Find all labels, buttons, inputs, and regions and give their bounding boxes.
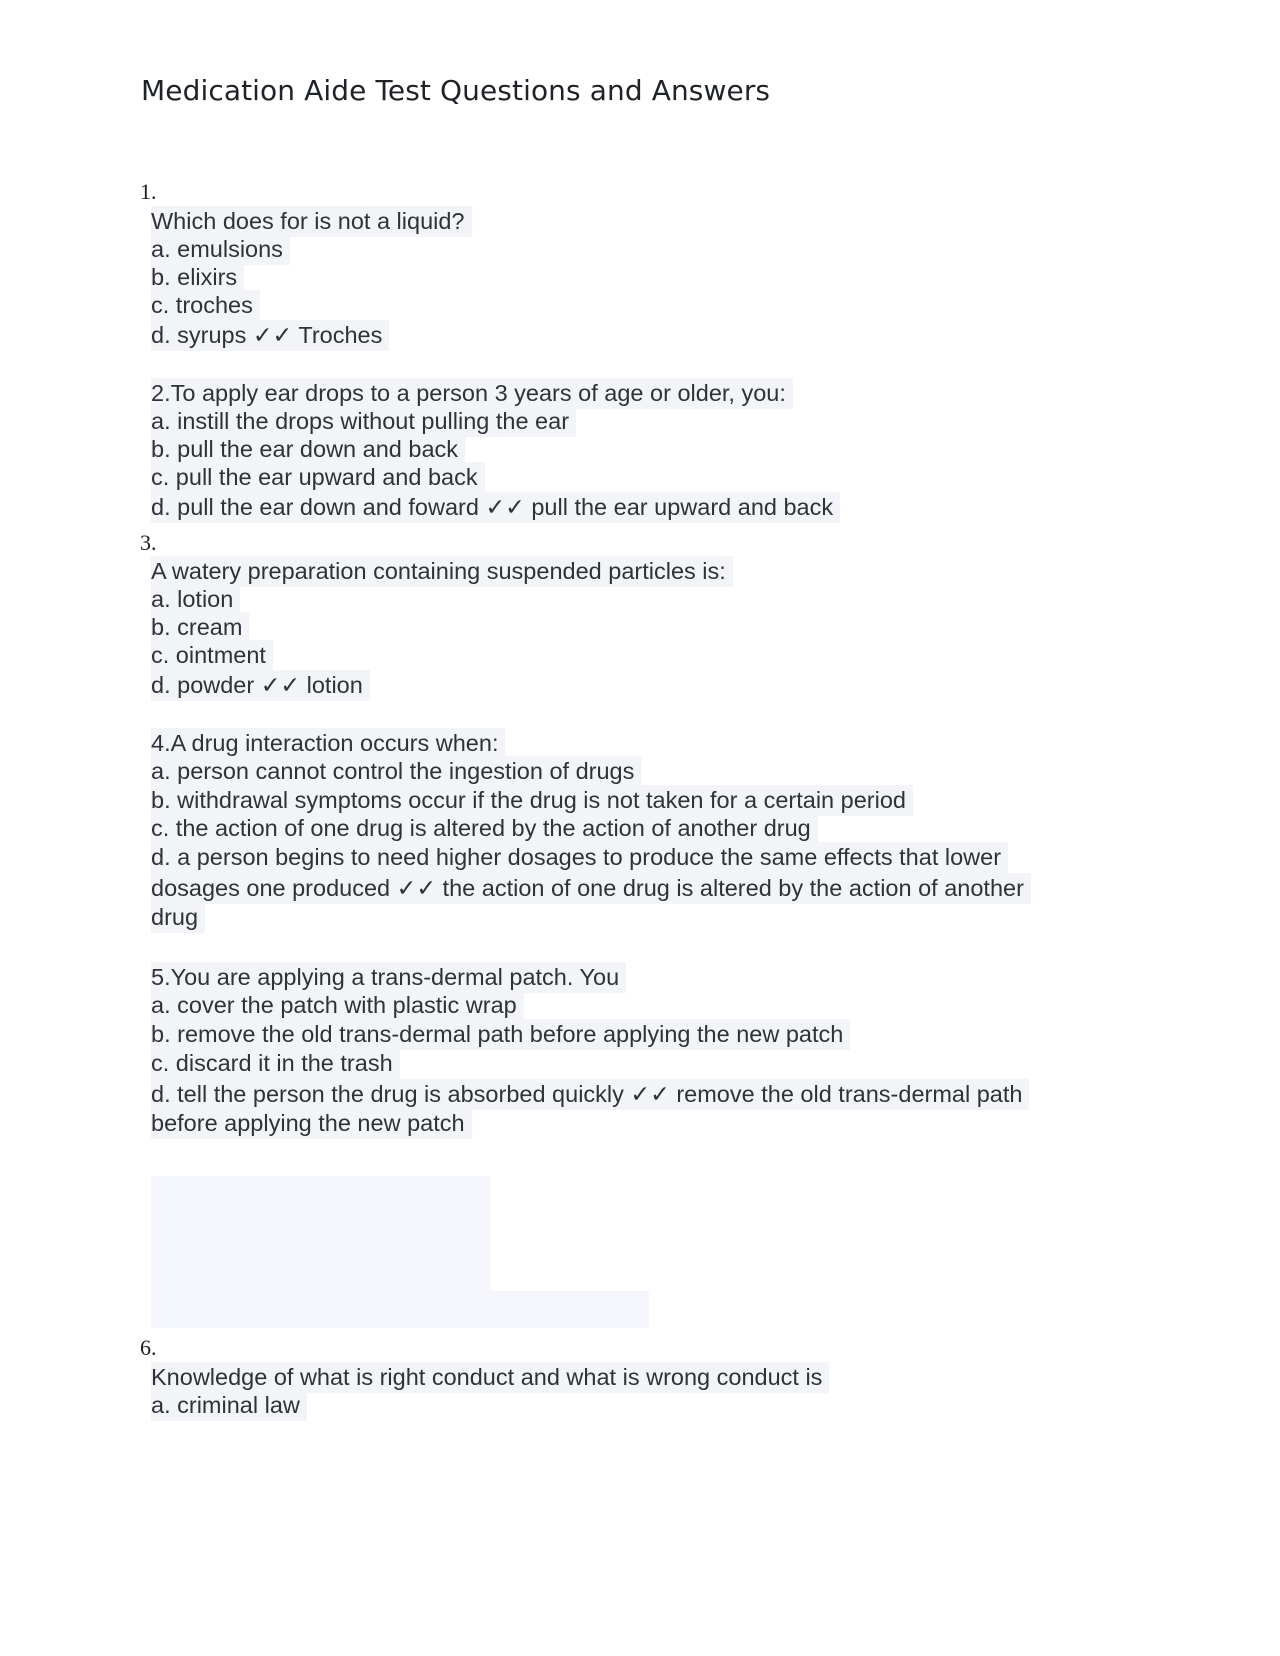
question-4-stem: 4.A drug interaction occurs when: bbox=[151, 728, 505, 759]
question-5-option-b: b. remove the old trans-dermal path before applying the new patch bbox=[151, 1019, 850, 1050]
question-6-stem: Knowledge of what is right conduct and what is wrong conduct is bbox=[151, 1362, 829, 1393]
question-4-option-d-answer-cont: drug bbox=[151, 902, 205, 933]
question-3-stem: A watery preparation containing suspended particles is: bbox=[151, 556, 733, 587]
question-4-option-b: b. withdrawal symptoms occur if the drug is not taken for a certain period bbox=[151, 785, 913, 816]
question-4-option-d-answer: dosages one produced ✓✓ the action of one drug is altered by the action of another bbox=[151, 873, 1031, 904]
question-5-option-a: a. cover the patch with plastic wrap bbox=[151, 990, 524, 1021]
question-3-number: 3. bbox=[140, 530, 157, 555]
question-1-option-d-answer: d. syrups ✓✓ Troches bbox=[151, 320, 389, 351]
question-3-option-c: c. ointment bbox=[151, 640, 273, 671]
question-2-option-a: a. instill the drops without pulling the ear bbox=[151, 406, 576, 437]
question-2-option-d-answer: d. pull the ear down and foward ✓✓ pull the ear upward and back bbox=[151, 492, 840, 523]
question-5-option-d-answer: d. tell the person the drug is absorbed quickly ✓✓ remove the old trans-dermal path bbox=[151, 1079, 1029, 1110]
question-5-option-c: c. discard it in the trash bbox=[151, 1048, 400, 1079]
question-3-option-d-answer: d. powder ✓✓ lotion bbox=[151, 670, 370, 701]
question-1-stem: Which does for is not a liquid? bbox=[151, 206, 472, 237]
question-4-option-d: d. a person begins to need higher dosages to produce the same effects that lower bbox=[151, 842, 1008, 873]
question-5-option-d-answer-cont: before applying the new patch bbox=[151, 1108, 472, 1139]
question-1-option-b: b. elixirs bbox=[151, 262, 244, 293]
question-2-option-c: c. pull the ear upward and back bbox=[151, 462, 485, 493]
question-4-option-a: a. person cannot control the ingestion of drugs bbox=[151, 756, 641, 787]
question-1-number: 1. bbox=[140, 179, 157, 204]
question-3-option-b: b. cream bbox=[151, 612, 249, 643]
question-4-option-c: c. the action of one drug is altered by the action of another drug bbox=[151, 813, 818, 844]
question-3-option-a: a. lotion bbox=[151, 584, 240, 615]
question-2-option-b: b. pull the ear down and back bbox=[151, 434, 465, 465]
question-1-option-a: a. emulsions bbox=[151, 234, 290, 265]
document-title: Medication Aide Test Questions and Answers bbox=[141, 74, 771, 107]
question-2-stem: 2.To apply ear drops to a person 3 years of age or older, you: bbox=[151, 378, 793, 409]
question-5-stem: 5.You are applying a trans-dermal patch. You bbox=[151, 962, 626, 993]
redacted-block-bottom bbox=[151, 1291, 649, 1328]
question-6-option-a: a. criminal law bbox=[151, 1390, 307, 1421]
question-1-option-c: c. troches bbox=[151, 290, 260, 321]
question-6-number: 6. bbox=[140, 1335, 157, 1360]
